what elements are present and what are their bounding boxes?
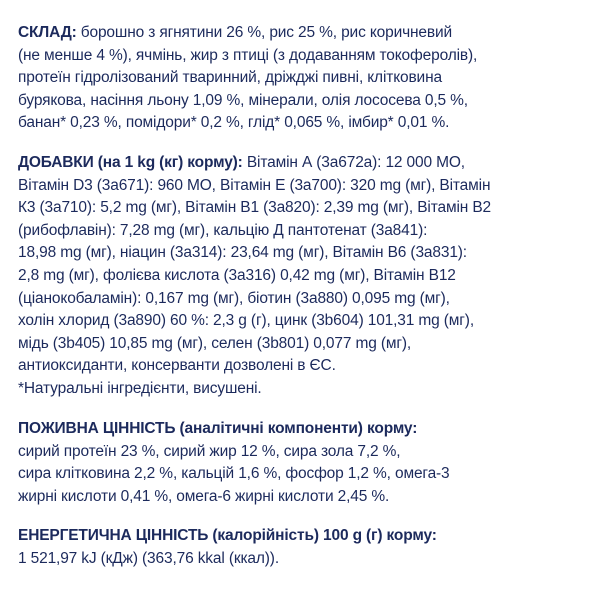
composition-heading: СКЛАД: xyxy=(18,24,77,41)
additives-line: холін хлорид (3a890) 60 %: 2,3 g (г), цинк (3b604) 101,31 mg (мг), xyxy=(18,312,474,330)
energy-value: 1 521,97 kJ (кДж) (363,76 kkal (ккал)). xyxy=(18,549,279,567)
additives-line: (ціанокобаламін): 0,167 mg (мг), біотин (3a880) 0,095 mg (мг), xyxy=(18,289,450,307)
energy-section xyxy=(18,525,588,570)
composition-text: борошно з ягнятини 26 %, рис 25 %, рис коричневий xyxy=(76,24,452,41)
additives-line: К3 (3a710): 5,2 mg (мг), Вітамін В1 (3a820): 2,39 mg (мг), Вітамін В2 xyxy=(18,199,491,217)
additives-line: антиоксиданти, консерванти дозволені в ЄС. xyxy=(18,357,336,375)
nutrition-section xyxy=(18,418,588,508)
additives-text: Вітамін А (3a672a): 12 000 МО, xyxy=(242,154,465,171)
additives-line: 2,8 mg (мг), фолієва кислота (3a316) 0,42 mg (мг), Вітамін В12 xyxy=(18,266,456,284)
additives-line: (рибофлавін): 7,28 mg (мг), кальцію Д пантотенат (3a841): xyxy=(18,221,428,239)
energy-heading: ЕНЕРГЕТИЧНА ЦІННІСТЬ (калорійність) 100 g (г) корму: xyxy=(18,527,437,544)
additives-heading: ДОБАВКИ (на 1 kg (кг) корму): xyxy=(18,154,243,171)
composition-line: бурякова, насіння льону 1,09 %, мінерали, олія лососева 0,5 %, xyxy=(18,91,468,109)
nutrition-line: сирий протеїн 23 %, сирий жир 12 %, сира зола 7,2 %, xyxy=(18,442,401,460)
composition-line: банан* 0,23 %, помідори* 0,2 %, глід* 0,065 %, імбир* 0,01 %. xyxy=(18,114,450,132)
composition-line: (не менше 4 %), ячмінь, жир з птиці (з додаванням токоферолів), xyxy=(18,46,478,64)
additives-line xyxy=(18,152,588,175)
nutrition-heading: ПОЖИВНА ЦІННІСТЬ (аналітичні компоненти) корму: xyxy=(18,420,418,437)
additives-line: 18,98 mg (мг), ніацин (3a314): 23,64 mg (мг), Вітамін В6 (3a831): xyxy=(18,244,467,262)
natural-ingredients-note: *Натуральні інгредієнти, висушені. xyxy=(18,379,262,397)
composition-line: протеїн гідролізований тваринний, дріжджі пивні, клітковина xyxy=(18,69,442,87)
composition-section xyxy=(18,22,588,135)
composition-line xyxy=(18,22,588,45)
nutrition-line: жирні кислоти 0,41 %, омега-6 жирні кислоти 2,45 %. xyxy=(18,487,390,505)
additives-line: Вітамін D3 (3a671): 960 МО, Вітамін Е (3a700): 320 mg (мг), Вітамін xyxy=(18,176,491,194)
additives-line: мідь (3b405) 10,85 mg (мг), селен (3b801) 0,077 mg (мг), xyxy=(18,334,412,352)
additives-section xyxy=(18,152,588,401)
nutrition-line: сира клітковина 2,2 %, кальцій 1,6 %, фосфор 1,2 %, омега-3 xyxy=(18,465,450,483)
